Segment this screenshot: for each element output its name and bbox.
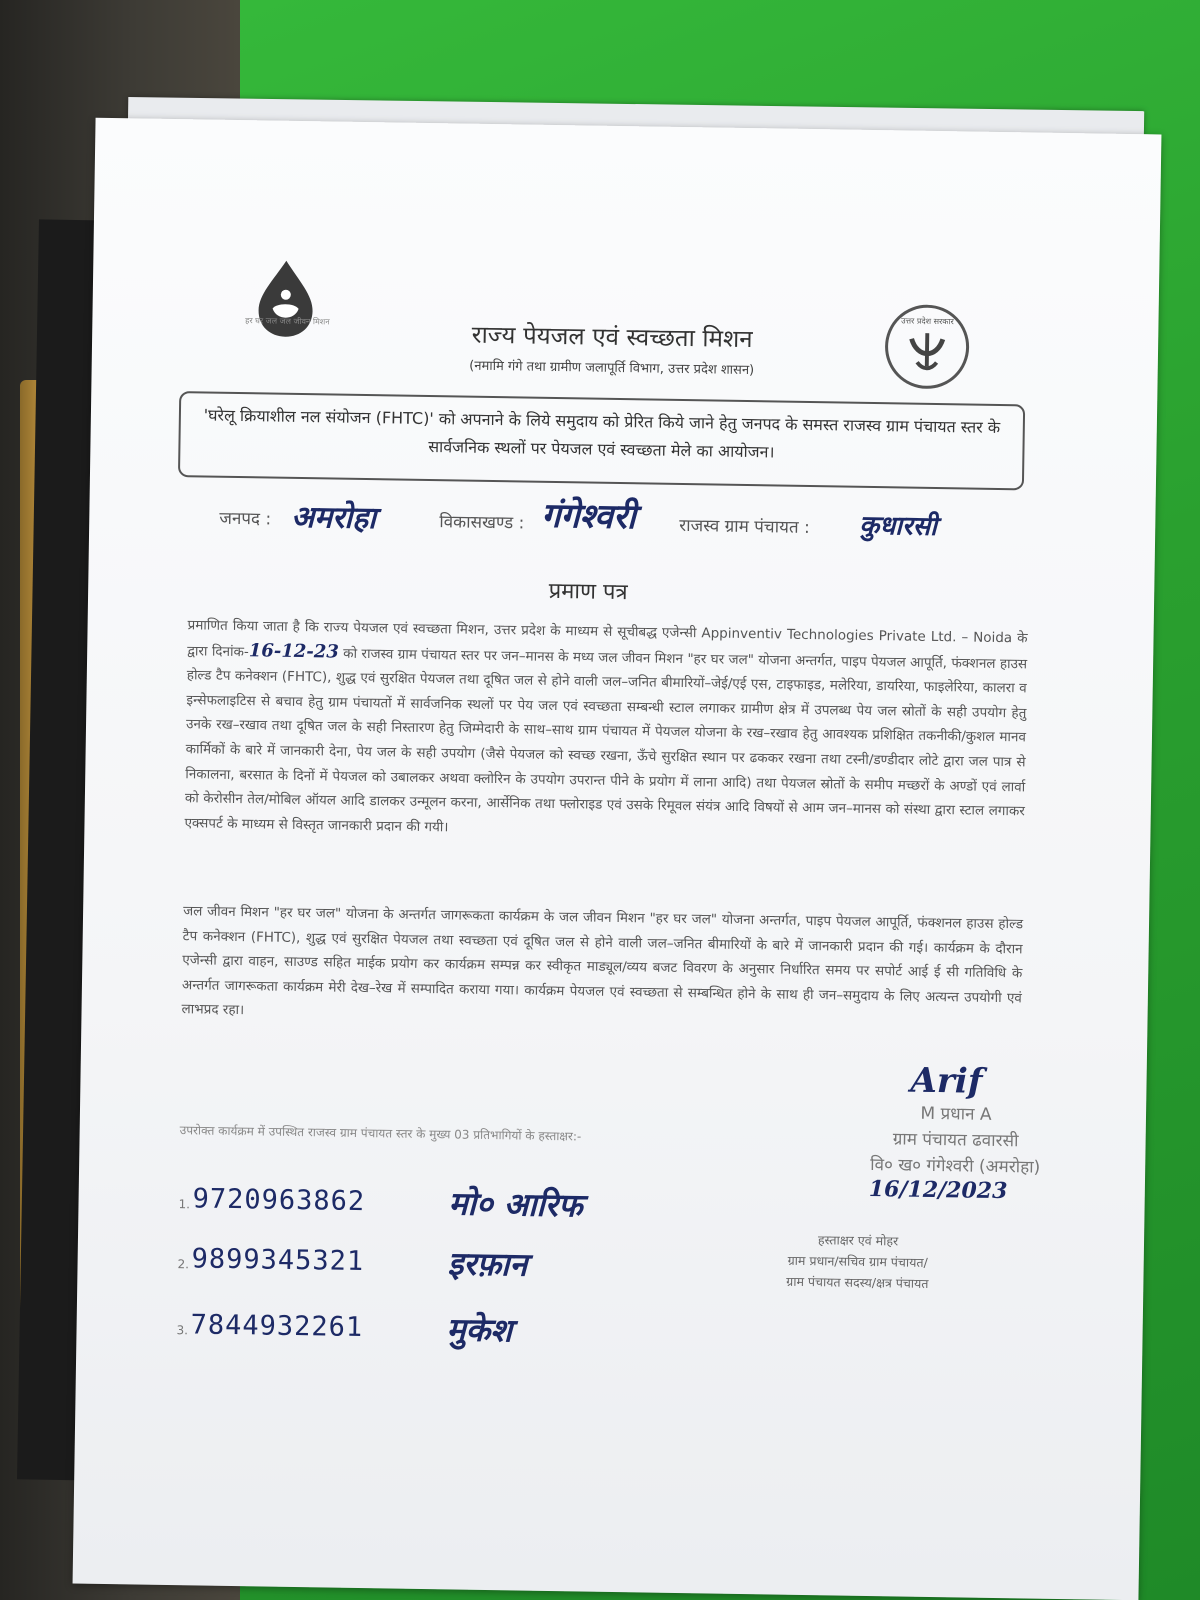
certificate-title: प्रमाण पत्र [548, 578, 628, 606]
panchayat-value: कुधारसी [859, 510, 938, 542]
signature-caption-line-1: हस्ताक्षर एवं मोहर [817, 1232, 899, 1249]
up-government-emblem-icon [884, 304, 969, 389]
signature-caption-line-2: ग्राम प्रधान/सचिव ग्राम पंचायत/ [787, 1252, 928, 1270]
participant-entry [178, 1183, 739, 1232]
certificate-paragraph-1 [184, 613, 1027, 849]
participant-entry [177, 1243, 738, 1292]
certificate-document [73, 118, 1162, 1600]
district-label: जनपद : [219, 508, 272, 530]
page-title: राज्य पेयजल एवं स्वच्छता मिशन [471, 320, 753, 354]
pradhan-stamp [855, 1100, 1056, 1181]
handwritten-event-date: 16-12-23 [248, 639, 340, 663]
participant-index: 3. [176, 1323, 189, 1338]
participant-index: 2. [177, 1257, 190, 1272]
stamp-line-2: ग्राम पंचायत ढवारसी [892, 1129, 1019, 1152]
participants-caption: उपरोक्त कार्यक्रम में उपस्थित राजस्व ग्राम पंचायत स्तर के मुख्य 03 प्रतिभागियों के हस्ताक्षर:- [179, 1123, 582, 1144]
logo-left-caption: हर घर जल जल जीवन मिशन [245, 316, 330, 327]
block-value: गंगेश्वरी [541, 495, 637, 538]
stamp-line-1: M प्रधान A [920, 1103, 992, 1125]
district-value: अमरोहा [291, 499, 377, 537]
location-line [219, 496, 1050, 553]
participant-index: 1. [178, 1197, 191, 1212]
paragraph-1-rest: को राजस्व ग्राम पंचायत स्तर पर जन–मानस के मध्य जल जीवन मिशन "हर घर जल" योजना अन्तर्गत, पाइप पेयजल आपूर्ति, फंक्शनल हाउस होल्ड टैप कनेक्शन (FHTC), शुद्ध एवं सुरक्षित पेयजल तथा दूषित जल से होने वाली जल–जनित बीमारियों–जेई/एई एस, टाइफाइड, मलेरिया, डायरिया, फाइलेरिया, कालरा व इन्सेफलाइटिस से बचाव हेतु ग्राम पंचायतों में सार्वजनिक स्थलों पर पेय जल एवं स्वच्छता सम्बन्धी स्टाल लगाकर ग्रामीण क्षेत्र में उपलब्ध पेय जल स्रोतों के सही उपयोग हेतु उनके रख–रखाव तथा दूषित जल के सही निस्तारण हेतु जिम्मेदारी के साथ–साथ ग्राम पंचायत में पेयजल योजना के रख–रखाव हेतु आवश्यक प्रशिक्षित तकनीकी/कुशल मानव कार्मिकों के बारे में जानकारी देना, पेय जल के सही उपयोग (जैसे पेयजल को स्वच्छ रखना, ऊँचे सुरक्षित स्थान पर ढककर रखना तथा टस्नी/डण्डीदार लोटे द्वारा जल पात्र से निकालना, बरसात के दिनों में पेयजल को उबालकर अथवा क्लोरिन के उपयोग उपरान्त पीने के प्रयोग में लाना आदि) तथा पेयजल स्रोतों के समीप मच्छरों के अण्डों एवं लार्वा को केरोसीन तेल/मोबिल ऑयल आदि डालकर उन्मूलन करना, आर्सेनिक तथा फ्लोराइड एवं उसके रिमूवल संयंत्र आदि विषयों से आम जन–मानस को संस्था द्वारा स्टाल लगाकर एक्सपर्ट के माध्यम से विस्तृत जानकारी प्रदान की गयी। [184, 645, 1028, 836]
water-drop-logo-icon [252, 258, 319, 349]
paragraph-1-start: प्रमाणित किया जाता है कि राज्य पेयजल एवं स्वच्छता मिशन, उत्तर प्रदेश के माध्यम से सूचीबद्ध एजेन्सी Appinventiv Technologies Private Ltd. – Noida के द्वारा दिनांक- [187, 617, 1028, 660]
signature-caption-line-3: ग्राम पंचायत सदस्य/क्षत्र पंचायत [786, 1273, 929, 1291]
participant-name: मो० आरिफ [448, 1184, 583, 1225]
participant-phone: 9899345321 [191, 1243, 365, 1278]
event-banner: 'घरेलू क्रियाशील नल संयोजन (FHTC)' को अपनाने के लिये समुदाय को प्रेरित किये जाने हेतु जनपद के समस्त राजस्व ग्राम पंचायत स्तर के सार्वजनिक स्थलों पर पेयजल एवं स्वच्छता मेले का आयोजन। [178, 391, 1025, 490]
certificate-paragraph-2: जल जीवन मिशन "हर घर जल" योजना के अन्तर्गत जागरूकता कार्यक्रम के जल जीवन मिशन "हर घर जल" योजना अन्तर्गत, पाइप पेयजल आपूर्ति, फंक्शनल हाउस होल्ड टैप कनेक्शन (FHTC), शुद्ध एवं सुरक्षित पेयजल तथा स्वच्छता एवं दूषित जल से होने वाली जल–जनित बीमारियों के बारे में जानकारी प्रदान की गई। कार्यक्रम के दौरान एजेन्सी द्वारा वाहन, साउण्ड सहित माईक प्रयोग कर कार्यक्रम सम्पन्न कर स्वीकृत माड्यूल/व्यय बजट विवरण के अनुसार निर्धारित समय पर सपोर्ट आई ई सी गतिविधि के अन्तर्गत जागरूकता कार्यक्रम मेरी देख–रेख में सम्पादित कराया गया। कार्यक्रम पेयजल एवं स्वच्छता से सम्बन्धित होने के साथ ही जन–समुदाय के लिए अत्यन्त उपयोगी एवं लाभप्रद रहा। [181, 903, 1024, 1019]
emblem-fish-bow-icon [887, 307, 966, 386]
emblem-caption: उत्तर प्रदेश सरकार [901, 316, 954, 327]
participant-name: मुकेश [446, 1310, 513, 1350]
participant-name: इरफ़ान [447, 1244, 528, 1284]
signature-caption [727, 1228, 988, 1295]
page-subtitle: (नमामि गंगे तथा ग्रामीण जलापूर्ति विभाग, उत्तर प्रदेश शासन) [469, 358, 755, 379]
block-label: विकासखण्ड : [439, 512, 525, 534]
participant-phone: 9720963862 [192, 1183, 366, 1218]
panchayat-label: राजस्व ग्राम पंचायत : [679, 515, 810, 538]
participant-phone: 7844932261 [190, 1309, 364, 1344]
pradhan-signature: Arif [910, 1060, 983, 1102]
participant-entry [176, 1309, 737, 1358]
stamp-line-3: वि० ख० गंगेश्वरी (अमरोहा) [870, 1155, 1041, 1178]
signature-date: 16/12/2023 [868, 1175, 1008, 1205]
